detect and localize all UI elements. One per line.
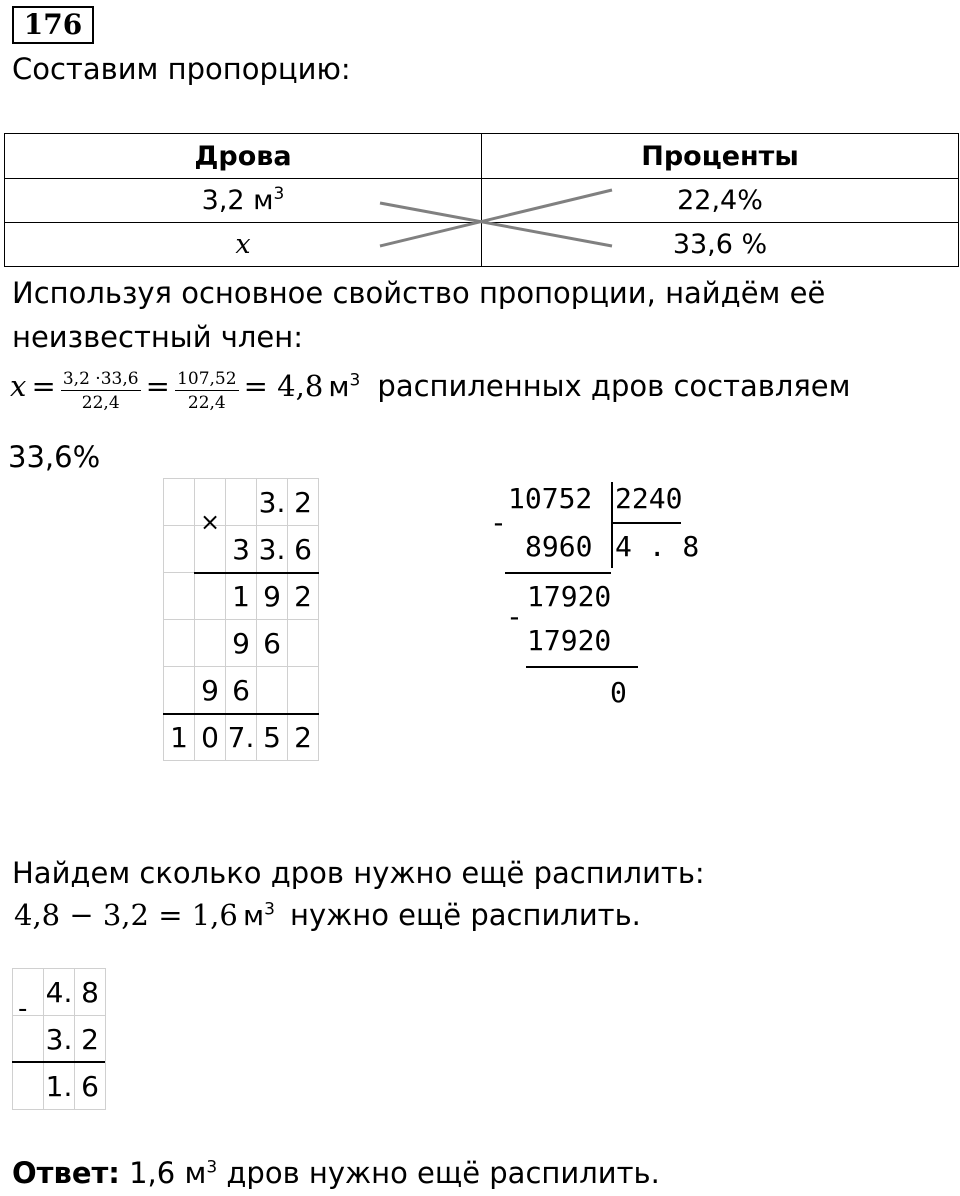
- minus-sign: -: [18, 994, 28, 1024]
- cell-percent-2: 33,6 %: [482, 223, 959, 267]
- property-line-2: неизвестный член:: [12, 320, 304, 354]
- formula-2: 4,8 − 3,2 = 1,6 $м^3$ нужно ещё распилить.: [14, 898, 641, 932]
- property-line-1: Используя основное свойство пропорции, найдём её: [12, 276, 826, 310]
- multiplication-grid: 3. 2 3 3. 6 1 9 2 9 6 9 6 1 0 7. 5 2: [163, 478, 319, 761]
- header-percent: Проценты: [482, 134, 959, 179]
- header-wood: Дрова: [5, 134, 482, 179]
- formula-tail-2: 33,6%: [8, 440, 101, 474]
- answer-label: Ответ:: [12, 1156, 120, 1190]
- multiply-sign: ×: [200, 508, 221, 536]
- answer-tail: дров нужно ещё распилить.: [226, 1156, 660, 1190]
- remainder-1: 17920: [527, 580, 612, 613]
- cross-lines: [0, 0, 960, 300]
- subtraction-grid: 4. 8 3. 2 1. 6: [12, 968, 106, 1110]
- task-number: 176: [12, 6, 94, 44]
- quotient: 4 . 8: [615, 530, 700, 563]
- dividend: 10752: [508, 482, 593, 515]
- answer: Ответ: 1,6 $м^3$ дров нужно ещё распилить.: [12, 1156, 660, 1190]
- division-line-1: [505, 572, 611, 574]
- remainder-2: 0: [610, 676, 627, 709]
- find-text: Найдем сколько дров нужно ещё распилить:: [12, 856, 705, 890]
- fraction-1: $\frac{3,2 \cdot 33,6}{22,4}$: [62, 369, 139, 413]
- cell-percent-1: 22,4%: [482, 179, 959, 223]
- intro-text: Составим пропорцию:: [12, 52, 351, 86]
- fraction-2: $\frac{107,52}{22,4}$: [177, 369, 237, 413]
- answer-value: 1,6 м: [129, 1156, 207, 1190]
- division-line-2: [526, 666, 638, 668]
- mult-line-2: [163, 713, 319, 715]
- division-vbar: [611, 482, 613, 568]
- subtrahend-1: 8960: [525, 530, 593, 563]
- division-hbar: [611, 522, 681, 524]
- formula: x = $\frac{3,2 \cdot 33,6}{22,4}$ = $\frac{107,52}{22,4}$ = 4,8 $м^3$ распиленных дров составляем: [10, 369, 851, 413]
- minus-2: -: [506, 600, 523, 633]
- sub-line: [12, 1061, 105, 1063]
- divisor: 2240: [615, 482, 683, 515]
- mult-line-1: [194, 572, 319, 574]
- formula-tail: распиленных дров составляем: [377, 369, 851, 403]
- minus-1: -: [490, 506, 507, 539]
- cell-wood-2: x: [5, 223, 482, 267]
- cell-wood-1: 3,2 $м^3$: [5, 179, 482, 223]
- subtrahend-2: 17920: [527, 624, 612, 657]
